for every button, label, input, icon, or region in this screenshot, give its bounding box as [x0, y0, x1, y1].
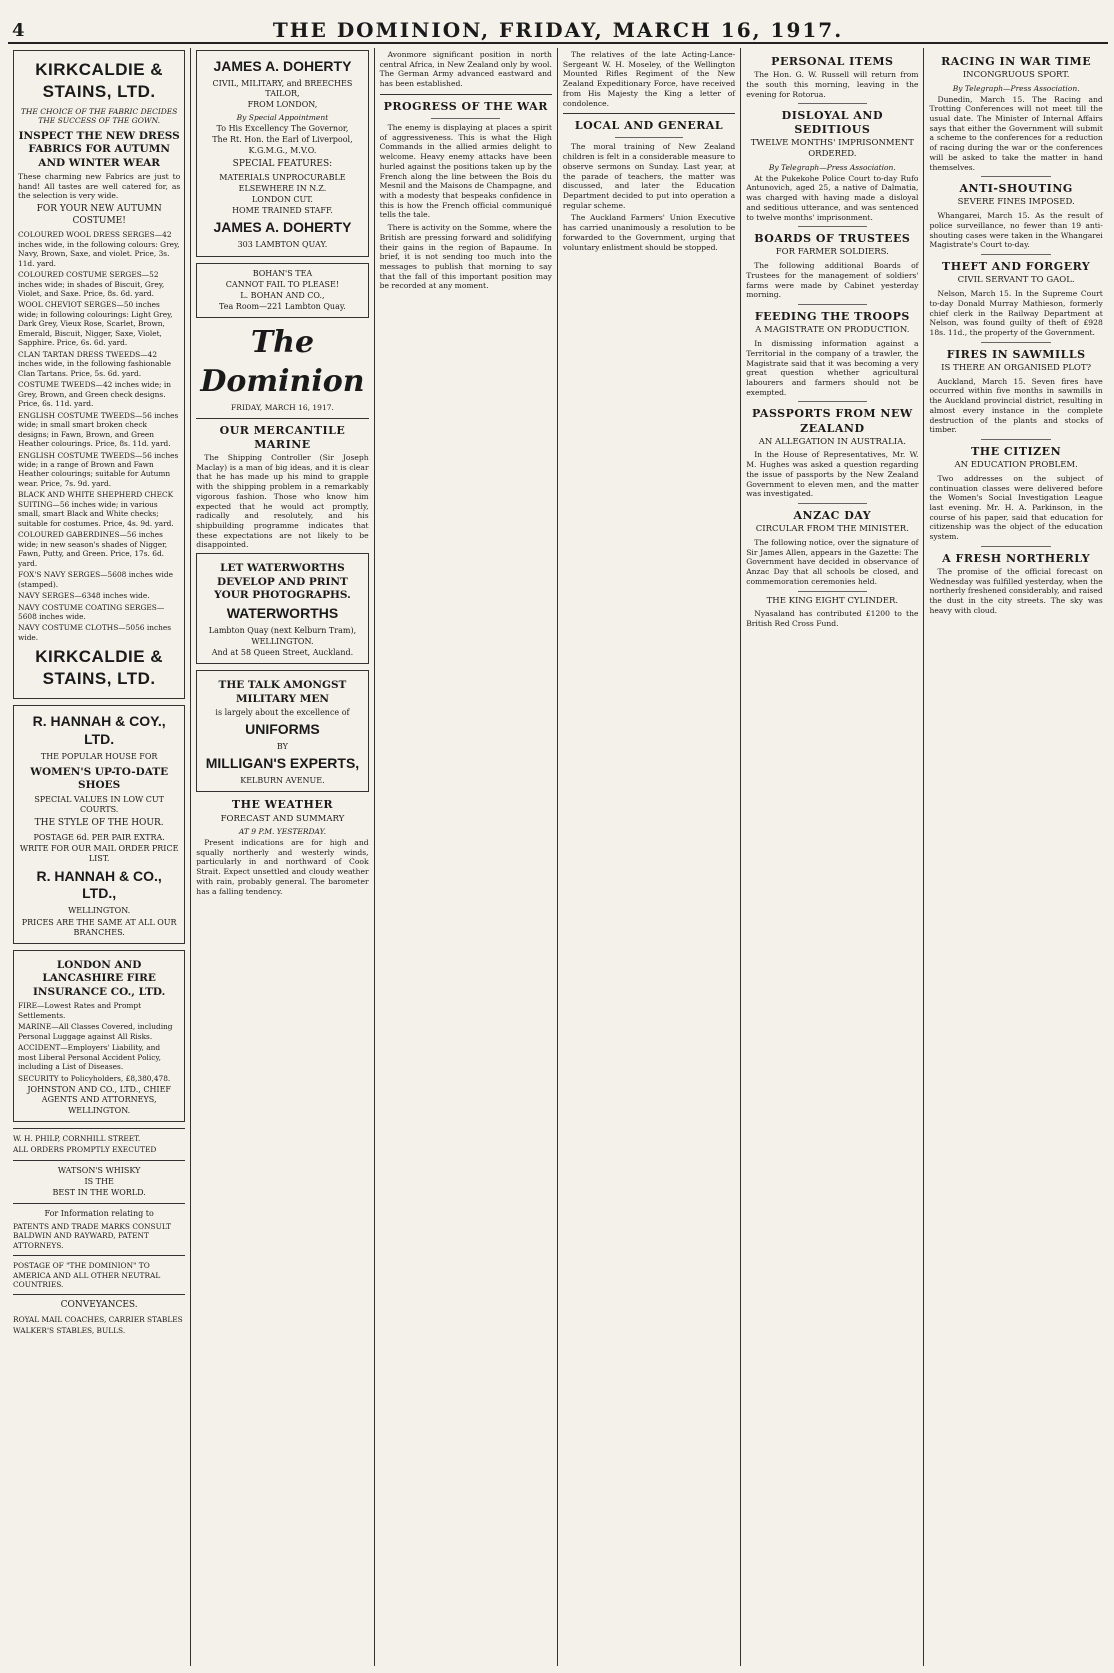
divider	[981, 546, 1050, 547]
passports-headline: PASSPORTS FROM NEW ZEALAND	[751, 407, 913, 435]
column-4	[558, 48, 741, 1666]
hannah-ad	[13, 705, 185, 944]
insurance-item: ACCIDENT—Employers' Liability, and most Liberal Personal Accident Policy, including a List of Diseases.	[18, 1043, 161, 1072]
kirkcaldie-item: NAVY COSTUME CLOTHS—5056 inches wide.	[18, 623, 172, 642]
kirkcaldie-item: ENGLISH COSTUME TWEEDS—56 inches wide; in a range of Brown and Fawn Heather colourings; suitable for Autumn wear. Price, 7s. 9d. yard.	[18, 450, 179, 488]
insurance-item: FIRE—Lowest Rates and Prompt Settlements.	[18, 1001, 142, 1020]
military-addr: KELBURN AVENUE.	[240, 776, 325, 786]
kirkcaldie-item: WOOL CHEVIOT SERGES—50 inches wide; in following colourings: Light Grey, Dark Grey, Vieux Rose, Scarlet, Brown, Emerald, Biscuit, Nigger, Saxe, Violet, Sapphire. Price, 6s. 6d. yard.	[18, 300, 173, 348]
waterworths-name: WATERWORTHS	[226, 605, 339, 622]
disloyal-headline: DISLOYAL AND SEDITIOUS	[781, 109, 883, 137]
citizen-sub: AN EDUCATION PROBLEM.	[954, 460, 1078, 471]
newspaper-columns	[8, 48, 1108, 1666]
trustees-text: The following additional Boards of Trustees for the management of soldiers' farms were made by Cabinet yesterday morning.	[746, 261, 919, 300]
hannah-title-2: R. HANNAH & CO., LTD.,	[36, 867, 162, 902]
kirkcaldie-item: CLAN TARTAN DRESS TWEEDS—42 inches wide, in the following fashionable Clan Tartans. Price, 5s. 6d. yard.	[18, 349, 171, 378]
hannah-sub: THE POPULAR HOUSE FOR	[40, 751, 158, 761]
military-by: BY	[276, 742, 288, 752]
waterworths-ad	[196, 553, 368, 664]
doherty-trade: CIVIL, MILITARY, and BREECHES TAILOR,	[212, 78, 353, 99]
hannah-note: POSTAGE 6d. PER PAIR EXTRA.	[33, 832, 165, 842]
tea-line: CANNOT FAIL TO PLEASE!	[225, 279, 340, 289]
postage-notice: POSTAGE OF "THE DOMINION" TO AMERICA AND ALL OTHER NEUTRAL COUNTRIES.	[13, 1261, 161, 1290]
anzac-headline: ANZAC DAY	[793, 509, 872, 523]
column-1	[8, 48, 191, 1666]
feeding-headline: FEEDING THE TROOPS	[754, 310, 910, 324]
waterworths-head: LET WATERWORTHS DEVELOP AND PRINT YOUR PHOTOGRAPHS.	[214, 562, 351, 602]
hannah-sub3: THE STYLE OF THE HOUR.	[34, 818, 164, 829]
column-6	[924, 48, 1107, 1666]
kirkcaldie-item: ENGLISH COSTUME TWEEDS—56 inches wide; in small smart broken check designs; in Fawn, Brown, and Green Heather colourings. Price, 8s. 11d. yard.	[18, 410, 179, 449]
racing-headline: RACING IN WAR TIME	[941, 55, 1092, 68]
conveyances-head: CONVEYANCES.	[60, 1300, 138, 1311]
page-number: 4	[12, 20, 25, 41]
fires-text: Auckland, March 15. Seven fires have occurred within five months in sawmills in the Auckland provincial district, resulting in almost every instance in the complete destruction of the plants and stocks of timber.	[929, 376, 1103, 435]
hannah-sub2: SPECIAL VALUES IN LOW CUT COURTS.	[34, 794, 164, 815]
weather-time: AT 9 P.M. YESTERDAY.	[238, 827, 326, 837]
column-2	[191, 48, 374, 1666]
kirkcaldie-item: COLOURED COSTUME SERGES—52 inches wide; in shades of Biscuit, Grey, Violet, and Saxe. Price, 8s. 6d. yard.	[18, 270, 165, 298]
theft-sub: CIVIL SERVANT TO GAOL.	[957, 275, 1075, 286]
tea-head: BOHAN'S TEA	[252, 268, 313, 278]
kirkcaldie-item: NAVY SERGES—6348 inches wide.	[18, 591, 150, 601]
personal-text: The Hon. G. W. Russell will return from the south this morning, leaving in the evening for Rotorua.	[746, 70, 919, 99]
cylinder-text: Nyasaland has contributed £1200 to the British Red Cross Fund.	[746, 609, 919, 629]
passports-text: In the House of Representatives, Mr. W. M. Hughes was asked a question regarding the issue of passports by the New Zealand Government to eleven men, and the matter was investigated.	[746, 450, 919, 499]
kirkcaldie-title-bottom: KIRKCALDIE & STAINS, LTD.	[35, 647, 164, 689]
divider	[431, 118, 500, 119]
cylinder-headline: THE KING EIGHT CYLINDER.	[766, 595, 899, 606]
disloyal-text: At the Pukekohe Police Court to-day Rufo Antunovich, aged 25, a native of Dalmatia, was charged with having made a disloyal and seditious utterance, and was sentenced to twelve months' imprisonment.	[746, 173, 919, 222]
insurance-item: SECURITY to Policyholders, £8,380,478.	[18, 1073, 171, 1083]
kirkcaldie-item: COLOURED GABERDINES—56 inches wide; in new season's shades of Nigger, Fawn, Putty, and Green. Price, 17s. 6d. yard.	[18, 530, 168, 568]
article-text: Avonmore significant position in north central Africa, in New Zealand only by wool. The German Army advanced eastward and has been established.	[379, 50, 552, 89]
weather-sub: FORECAST AND SUMMARY	[220, 813, 345, 824]
feeding-sub: A MAGISTRATE ON PRODUCTION.	[755, 325, 910, 336]
insurance-agents: JOHNSTON AND CO., LTD., CHIEF AGENTS AND ATTORNEYS, WELLINGTON.	[27, 1085, 171, 1115]
doherty-name: JAMES A. DOHERTY	[213, 58, 352, 74]
divider	[615, 137, 684, 138]
waterworths-addr2: And at 58 Queen Street, Auckland.	[211, 647, 354, 657]
article-text: The relatives of the late Acting-Lance-Sergeant W. H. Moseley, of the Wellington Mounted Rifles Regiment of the New Zealand Expeditionary Force, have received from His Majesty the King a letter of condolence.	[562, 50, 736, 108]
doherty-feature: HOME TRAINED STAFF.	[232, 206, 333, 216]
military-sub: is largely about the excellence of	[215, 707, 350, 717]
doherty-feature: MATERIALS UNPROCURABLE ELSEWHERE IN N.Z.	[219, 173, 346, 193]
kirkcaldie-item: COLOURED WOOL DRESS SERGES—42 inches wide, in the following colours: Grey, Navy, Brown, Saxe, and violet. Price, 3s. 11d. yard.	[18, 230, 180, 268]
kirkcaldie-sub: THE CHOICE OF THE FABRIC DECIDES THE SUCCESS OF THE GOWN.	[20, 106, 178, 126]
divider	[13, 1203, 185, 1204]
military-uniforms: UNIFORMS	[245, 721, 320, 738]
column-3	[375, 48, 558, 1666]
kirkcaldie-intro: These charming new Fabrics are just to hand! All tastes are well catered for, as the selection is very wide.	[18, 172, 181, 201]
hannah-place: WELLINGTON.	[68, 906, 131, 916]
divider	[563, 113, 735, 114]
northerly-text: The promise of the official forecast on Wednesday was fulfilled yesterday, when the northerly freshened considerably, and raised the dust in the city streets. The sky was heavy with cloud.	[929, 567, 1103, 615]
philp-ad: W. H. PHILP, CORNHILL STREET.	[13, 1133, 141, 1143]
feeding-text: In dismissing information against a Territorial in the company of a trawler, the Magistrate said that it was becoming a very great question whether agricultural labourers and farmers should not be exempted.	[746, 339, 919, 397]
citizen-headline: THE CITIZEN	[971, 444, 1062, 458]
military-head: THE TALK AMONGST MILITARY MEN	[218, 679, 347, 705]
bohan-tea-ad	[196, 263, 368, 319]
antishouting-sub: SEVERE FINES IMPOSED.	[957, 197, 1075, 208]
trustees-sub: FOR FARMER SOLDIERS.	[775, 247, 889, 258]
kirkcaldie-item: BLACK AND WHITE SHEPHERD CHECK SUITING—56 inches wide; in various small, smart Black and White checks; suitable for costumes. Price, 4s. 9d. yard.	[18, 490, 174, 528]
divider	[798, 226, 867, 227]
trustees-headline: BOARDS OF TRUSTEES	[754, 232, 911, 246]
whisky-line-2: IS THE	[84, 1176, 114, 1186]
tea-addr: Tea Room—221 Lambton Quay.	[219, 302, 346, 312]
doherty-features: SPECIAL FEATURES:	[232, 158, 333, 169]
divider	[13, 1255, 185, 1256]
doherty-earl: The Rt. Hon. the Earl of Liverpool, K.G.M.G., M.V.O.	[212, 135, 353, 155]
anzac-sub: CIRCULAR FROM THE MINISTER.	[755, 524, 909, 535]
mercantile-headline: OUR MERCANTILE MARINE	[219, 423, 346, 451]
divider	[798, 304, 867, 305]
fires-headline: FIRES IN SAWMILLS	[946, 347, 1086, 361]
divider	[13, 1128, 185, 1129]
doherty-ad	[196, 50, 368, 257]
racing-byline: By Telegraph—Press Association.	[952, 83, 1080, 93]
antishouting-headline: ANTI-SHOUTING	[959, 182, 1073, 196]
local-general-text: The moral training of New Zealand children is felt in a considerable measure to observe sermons on Sunday. Last year, at the parade of teachers, the matter was discussed, and later the Education Department decided to put into operation a regular scheme.	[562, 142, 736, 210]
divider	[13, 1160, 185, 1161]
mercantile-text: The Shipping Controller (Sir Joseph Maclay) is a man of big ideas, and it is clear that he has made up his mind to grapple with the shipping problem in a remarkably vigorous fashion. Those who know him expected that he would act promptly, radically and resolutely, and his shipbuilding programme indicates that these expectations are not likely to be disappointed.	[196, 452, 369, 550]
divider	[798, 503, 867, 504]
hannah-head: WOMEN'S UP-TO-DATE SHOES	[30, 765, 169, 792]
personal-headline: PERSONAL ITEMS	[771, 55, 894, 68]
royal-mail-ad: ROYAL MAIL COACHES, CARRIER STABLES	[13, 1315, 183, 1324]
doherty-name-2: JAMES A. DOHERTY	[213, 219, 352, 236]
dominion-masthead: The Dominion	[200, 325, 365, 399]
column-5	[741, 48, 924, 1666]
military-name: MILLIGAN'S EXPERTS,	[205, 755, 360, 772]
divider	[798, 591, 867, 592]
theft-text: Nelson, March 15. In the Supreme Court to-day Donald Murray Mathieson, formerly chief clerk in the Railway Department at Nelson, was found guilty of theft of £928 18s. 11d., the property of the Government.	[929, 289, 1103, 337]
citizen-text: Two addresses on the subject of continuation classes were delivered before the Women's Social Investigation League last evening. Mr. H. A. Parkinson, in the course of his paper, said that education for citizenship was the object of the education system.	[929, 473, 1103, 542]
kirkcaldie-ad	[13, 50, 185, 699]
kirkcaldie-title: KIRKCALDIE & STAINS, LTD.	[35, 60, 164, 101]
doherty-from: FROM LONDON,	[247, 100, 318, 110]
newspaper-title: THE DOMINION, FRIDAY, MARCH 16, 1917.	[272, 18, 844, 42]
divider	[981, 254, 1050, 255]
kirkcaldie-list-head: FOR YOUR NEW AUTUMN COSTUME!	[36, 204, 162, 226]
divider	[380, 94, 552, 95]
divider	[13, 1294, 185, 1295]
dominion-date: FRIDAY, MARCH 16, 1917.	[231, 403, 334, 413]
philp-line: ALL ORDERS PROMPTLY EXECUTED	[13, 1145, 157, 1155]
progress-text: The enemy is displaying at places a spirit of aggressiveness. This is what the High Commands in the allied armies delight to welcome. Heavy enemy attacks have been hurled against the positions taken up by the French along the line between the Bois du Mesnil and the Maisons de Champagne, and with a modesty that bespeaks confidence in this is how the French official communiqué tells the tale.	[379, 122, 552, 220]
whisky-line-1: WATSON'S WHISKY	[57, 1165, 141, 1175]
insurance-ad	[13, 950, 185, 1122]
hannah-title: R. HANNAH & COY., LTD.	[32, 712, 166, 747]
passports-sub: AN ALLEGATION IN AUSTRALIA.	[758, 436, 906, 447]
whisky-line-3: BEST IN THE WORLD.	[52, 1188, 146, 1198]
hannah-note2: WRITE FOR OUR MAIL ORDER PRICE LIST.	[19, 844, 179, 864]
article-text: There is activity on the Somme, where the British are pressing forward and solidifying their gains in the region of Bapaume. In brief, it is not sending too much into the messages to publish that morning to say that the fall of this important position may be recorded at any moment.	[379, 223, 552, 291]
masthead	[8, 14, 1108, 44]
progress-headline: PROGRESS OF THE WAR	[383, 99, 548, 113]
fires-sub: IS THERE AN ORGANISED PLOT?	[941, 362, 1092, 373]
weather-text: Present indications are for high and squally northerly and westerly winds, particularly in and northward of Cook Strait. Expect unsettled and cloudy weather with rain, probably general. The barometer has a falling tendency.	[196, 838, 369, 896]
disloyal-sub: TWELVE MONTHS' IMPRISONMENT ORDERED.	[750, 138, 914, 160]
racing-text: Dunedin, March 15. The Racing and Trotting Conferences will not meet till the usual date. The Minister of Internal Affairs says that either the Government will submit a scheme to the conferences for a reduction of racing during the war or the conferences will be asked to take the matter in hand themselves.	[929, 94, 1103, 172]
article-text: The Auckland Farmers' Union Executive has carried unanimously a resolution to be forwarded to the Government, urging that voluntary enlistment should be stopped.	[562, 213, 736, 252]
doherty-appt: By Special Appointment	[236, 112, 329, 122]
divider	[981, 176, 1050, 177]
antishouting-text: Whangarei, March 15. As the result of police surveillance, no fewer than 19 anti-shouting cases were taken in the Whangarei Magistrate's Court to-day.	[929, 211, 1103, 250]
patents-head: For Information relating to	[44, 1209, 154, 1219]
hannah-prices: PRICES ARE THE SAME AT ALL OUR BRANCHES.	[21, 917, 177, 937]
doherty-addr: 303 LAMBTON QUAY.	[237, 240, 328, 250]
anzac-text: The following notice, over the signature of Sir James Allen, appears in the Gazette: The Government have decided in observance of Anzac Day that all schools be closed, and commemoration ceremonies held.	[746, 538, 919, 586]
kirkcaldie-head: INSPECT THE NEW DRESS FABRICS FOR AUTUMN AND WINTER WEAR	[18, 129, 180, 169]
divider	[981, 342, 1050, 343]
racing-sub: INCONGRUOUS SPORT.	[962, 70, 1070, 81]
insurance-title: LONDON AND LANCASHIRE FIRE INSURANCE CO., LTD.	[32, 959, 166, 998]
doherty-feature: LONDON CUT.	[251, 194, 313, 204]
milligan-ad	[196, 670, 368, 792]
insurance-item: MARINE—All Classes Covered, including Personal Luggage against All Risks.	[18, 1022, 173, 1041]
kirkcaldie-item: NAVY COSTUME COATING SERGES—5608 inches wide.	[18, 602, 165, 621]
theft-headline: THEFT AND FORGERY	[942, 260, 1091, 274]
kirkcaldie-item: COSTUME TWEEDS—42 inches wide; in Grey, Brown, and Green check designs. Price, 6s. 11d. yard.	[18, 380, 171, 409]
walker-ad: WALKER'S STABLES, BULLS.	[13, 1326, 126, 1336]
tea-co: L. BOHAN AND CO.,	[240, 290, 325, 300]
weather-headline: THE WEATHER	[231, 798, 333, 812]
local-general-headline: LOCAL AND GENERAL	[574, 119, 724, 133]
northerly-headline: A FRESH NORTHERLY	[942, 551, 1091, 565]
patents-ad: PATENTS AND TRADE MARKS CONSULT BALDWIN AND RAYWARD, PATENT ATTORNEYS.	[13, 1221, 172, 1250]
disloyal-byline: By Telegraph—Press Association.	[768, 163, 896, 173]
divider	[798, 103, 867, 104]
divider	[196, 418, 368, 419]
divider	[981, 439, 1050, 440]
divider	[798, 401, 867, 402]
doherty-his: To His Excellency The Governor,	[216, 124, 349, 134]
kirkcaldie-item: FOX'S NAVY SERGES—5608 inches wide (stamped).	[18, 570, 174, 589]
waterworths-addr: Lambton Quay (next Kelburn Tram), WELLINGTON.	[208, 626, 357, 646]
